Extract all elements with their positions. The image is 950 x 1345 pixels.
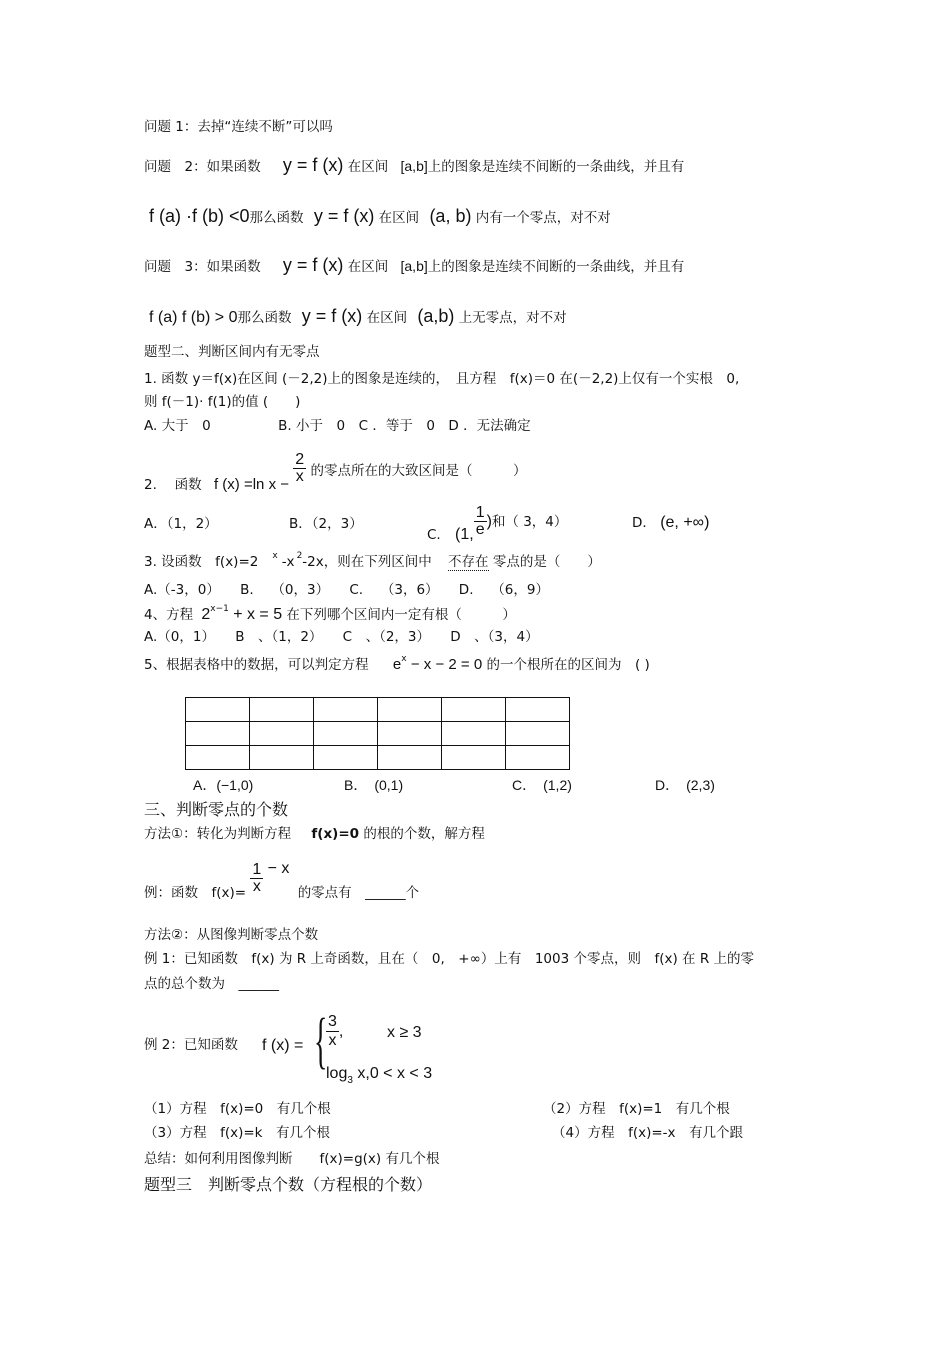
p2-prefix: 2. 函数 [144,476,202,493]
table-cell [186,722,250,746]
ex2-case1: $\frac{3}{x}$ , [328,1013,344,1049]
p2-func: f (x) =ln x − [213,475,289,493]
table-cell [250,746,314,770]
q2-mid: 在区间 [347,159,389,175]
table-cell [378,698,442,722]
q3-label: 问题 3：如果函数 [144,259,261,275]
table-cell [250,722,314,746]
method-2: 方法②：从图像判断零点个数 [144,927,319,943]
p2-option-a: A．（1，2） [144,516,218,532]
question-2-line-1 [144,156,684,175]
ex2-log-base: 3 [347,1075,353,1086]
question-3-line-1 [144,256,684,275]
q2-mid2: 在区间 [378,210,420,226]
p5-eq-rest: − x − 2 = 0 [410,656,483,673]
table-cell [506,746,570,770]
p5-suffix: 的一个根所在的区间为 ( ) [486,657,650,673]
p2-optd-value: (e, +∞) [660,514,710,531]
p2-optc-rest: 和（ 3，4） [491,513,568,530]
ex2-func: f (x) = [262,1037,304,1054]
example-function [144,859,420,901]
ex2-prefix: 例 2：已知函数 [144,1037,238,1053]
p2-option-d [632,515,709,531]
question-2-line-2 [149,207,611,226]
ex-func-den: x [252,878,261,895]
table-row [186,722,570,746]
table-cell [186,746,250,770]
p5-option-a: A．(−1,0) [193,777,254,793]
q2-rest: 上的图象是连续不间断的一条曲线，并且有 [427,159,685,175]
p5-option-c: C． (1,2) [512,777,572,793]
p4-eq-rest: + x = 5 [233,606,283,623]
table-cell [250,698,314,722]
ex2-brace: { [314,1007,328,1075]
q3-interval: [a,b] [400,258,428,274]
q3-mid: 在区间 [347,259,389,275]
p2-optc-den: e [475,521,485,538]
ex2-log: log [326,1065,348,1082]
q3-func2: y = f (x) [301,306,363,326]
q2-label: 问题 2：如果函数 [144,159,261,175]
p5-prefix: 5、根据表格中的数据，可以判定方程 [144,657,369,673]
table-row [186,698,570,722]
table-cell [442,698,506,722]
table-cell [506,722,570,746]
section-3-title: 三、判断零点的个数 [144,800,289,819]
p5-eq-sup: x [401,654,407,664]
p4-eq-base: 2 [201,606,211,623]
p5-option-b: B． (0,1) [344,777,404,793]
subq-2: （2）方程 f(x)=1 有几个根 [543,1101,730,1117]
table-cell [506,698,570,722]
q3-cond: f (a) f (b) > 0 [149,309,238,326]
p2-optd-label: D． [632,515,656,531]
p3-text: 3. 设函数 f(x)=2 [144,554,259,570]
p3-emphasis: 不存在 [448,554,489,570]
subq-4: （4）方程 f(x)=-x 有几个跟 [552,1125,744,1141]
section-4-title: 题型三 判断零点个数（方程根的个数） [144,1175,433,1194]
section-2-title: 题型二、判断区间内有无零点 [144,344,320,360]
table-cell [442,722,506,746]
ex2-case1-fraction [326,1013,339,1050]
q2-cond: f (a) ·f (b) <0 [149,206,250,226]
p2-optc-fraction [474,505,487,538]
table-cell [314,722,378,746]
table-cell [442,746,506,770]
method-1 [144,828,485,842]
p3-mid: -x [281,554,295,570]
data-table [185,697,570,770]
question-1: 问题 1：去掉“连续不断”可以吗 [144,119,333,135]
question-3-line-2 [149,307,567,326]
q3-rest: 上的图象是连续不间断的一条曲线，并且有 [427,259,685,275]
ex-func-prefix: 例：函数 f(x)= [144,884,247,901]
ex2-case2-rest: x,0 < x < 3 [357,1065,433,1082]
p5-option-d: D． (2,3) [655,777,715,793]
q3-then: 那么函数 [237,310,292,326]
table-cell [186,698,250,722]
ex-func-tail: − x [267,859,290,877]
p2-fraction [293,452,306,485]
q2-interval: [a,b] [400,158,428,174]
problem-1-options: A. 大于 0 B. 小于 0 C ．等于 0 D ．无法确定 [144,418,531,434]
problem-3-options: A.（-3，0） B. （0，3） C. （3，6） D. （6，9） [144,582,549,598]
example-1-line-2: 点的总个数为 ______ [144,976,279,992]
p2-frac-num: 2 [295,451,305,468]
p4-eq-sup: x−1 [210,604,229,614]
p2-optc-num: 1 [475,504,485,521]
p2-suffix: 的零点所在的大致区间是（ ） [310,462,527,479]
problem-1-line-2: 则 f(－1)· f(1)的值 ( ) [144,394,301,410]
p3-rest: -2x，则在下列区间中 [302,554,432,570]
method1-prefix: 方法①：转化为判断方程 [144,826,292,842]
ex-func-suffix: 的零点有 ______个 [297,884,420,901]
table-cell [314,698,378,722]
table-cell [378,722,442,746]
p2-option-c [427,504,568,543]
table-cell [314,746,378,770]
problem-2 [144,451,527,493]
ex2-case2 [326,1065,433,1086]
q2-interval2: (a, b) [429,206,472,226]
summary: 总结：如何利用图像判断 f(x)=g(x) 有几个根 [144,1151,440,1167]
q3-end: 上无零点，对不对 [458,310,567,326]
p3-sup2: 2 [296,551,303,561]
p4-suffix: 在下列哪个区间内一定有根（ ） [286,607,516,623]
p2-optc-open: (1, [455,525,474,543]
p2-option-b: B．（2，3） [289,516,363,532]
problem-1-line-1: 1. 函数 y＝f(x)在区间 (－2,2)上的图象是连续的， 且方程 f(x)＝0 在(－2,2)上仅有一个实根 0, [144,371,740,387]
subq-1: （1）方程 f(x)=0 有几个根 [144,1101,331,1117]
ex2-case1-num: 3 [328,1013,337,1030]
q2-end: 内有一个零点，对不对 [475,210,611,226]
p3-end: 零点的是（ ） [492,554,601,570]
ex-func-num: 1 [252,861,262,878]
p2-optc-close: ) [486,512,492,530]
ex-func-fraction [250,862,263,895]
q3-func: y = f (x) [282,255,344,275]
p2-optc-label: C. [427,526,441,543]
example-1-line-1: 例 1：已知函数 f(x) 为 R 上奇函数，且在（ 0, +∞）上有 1003 个零点，则 f(x) 在 R 上的零 [144,951,755,967]
q2-func2: y = f (x) [313,206,375,226]
q2-func: y = f (x) [282,155,344,175]
ex2-case1-cond: x ≥ 3 [387,1024,422,1041]
p3-sup1: x [272,551,278,561]
problem-3 [144,551,601,570]
problem-4 [144,604,516,623]
q3-interval2: (a,b) [417,306,455,326]
ex2-case1-den: x [328,1032,337,1049]
problem-5 [144,654,650,673]
p2-frac-den: x [295,468,304,485]
table-cell [378,746,442,770]
q3-mid2: 在区间 [366,310,408,326]
table-row [186,746,570,770]
method1-bold: f(x)=0 [311,826,360,842]
p4-prefix: 4、方程 [144,607,194,623]
problem-4-options: A.（0，1） B 、（1，2） C 、（2，3） D 、（3，4） [144,629,539,645]
subq-3: （3）方程 f(x)=k 有几个根 [144,1125,330,1141]
method1-suffix: 的根的个数，解方程 [363,826,485,842]
q2-then: 那么函数 [249,210,304,226]
p5-eq-base: e [392,656,402,673]
